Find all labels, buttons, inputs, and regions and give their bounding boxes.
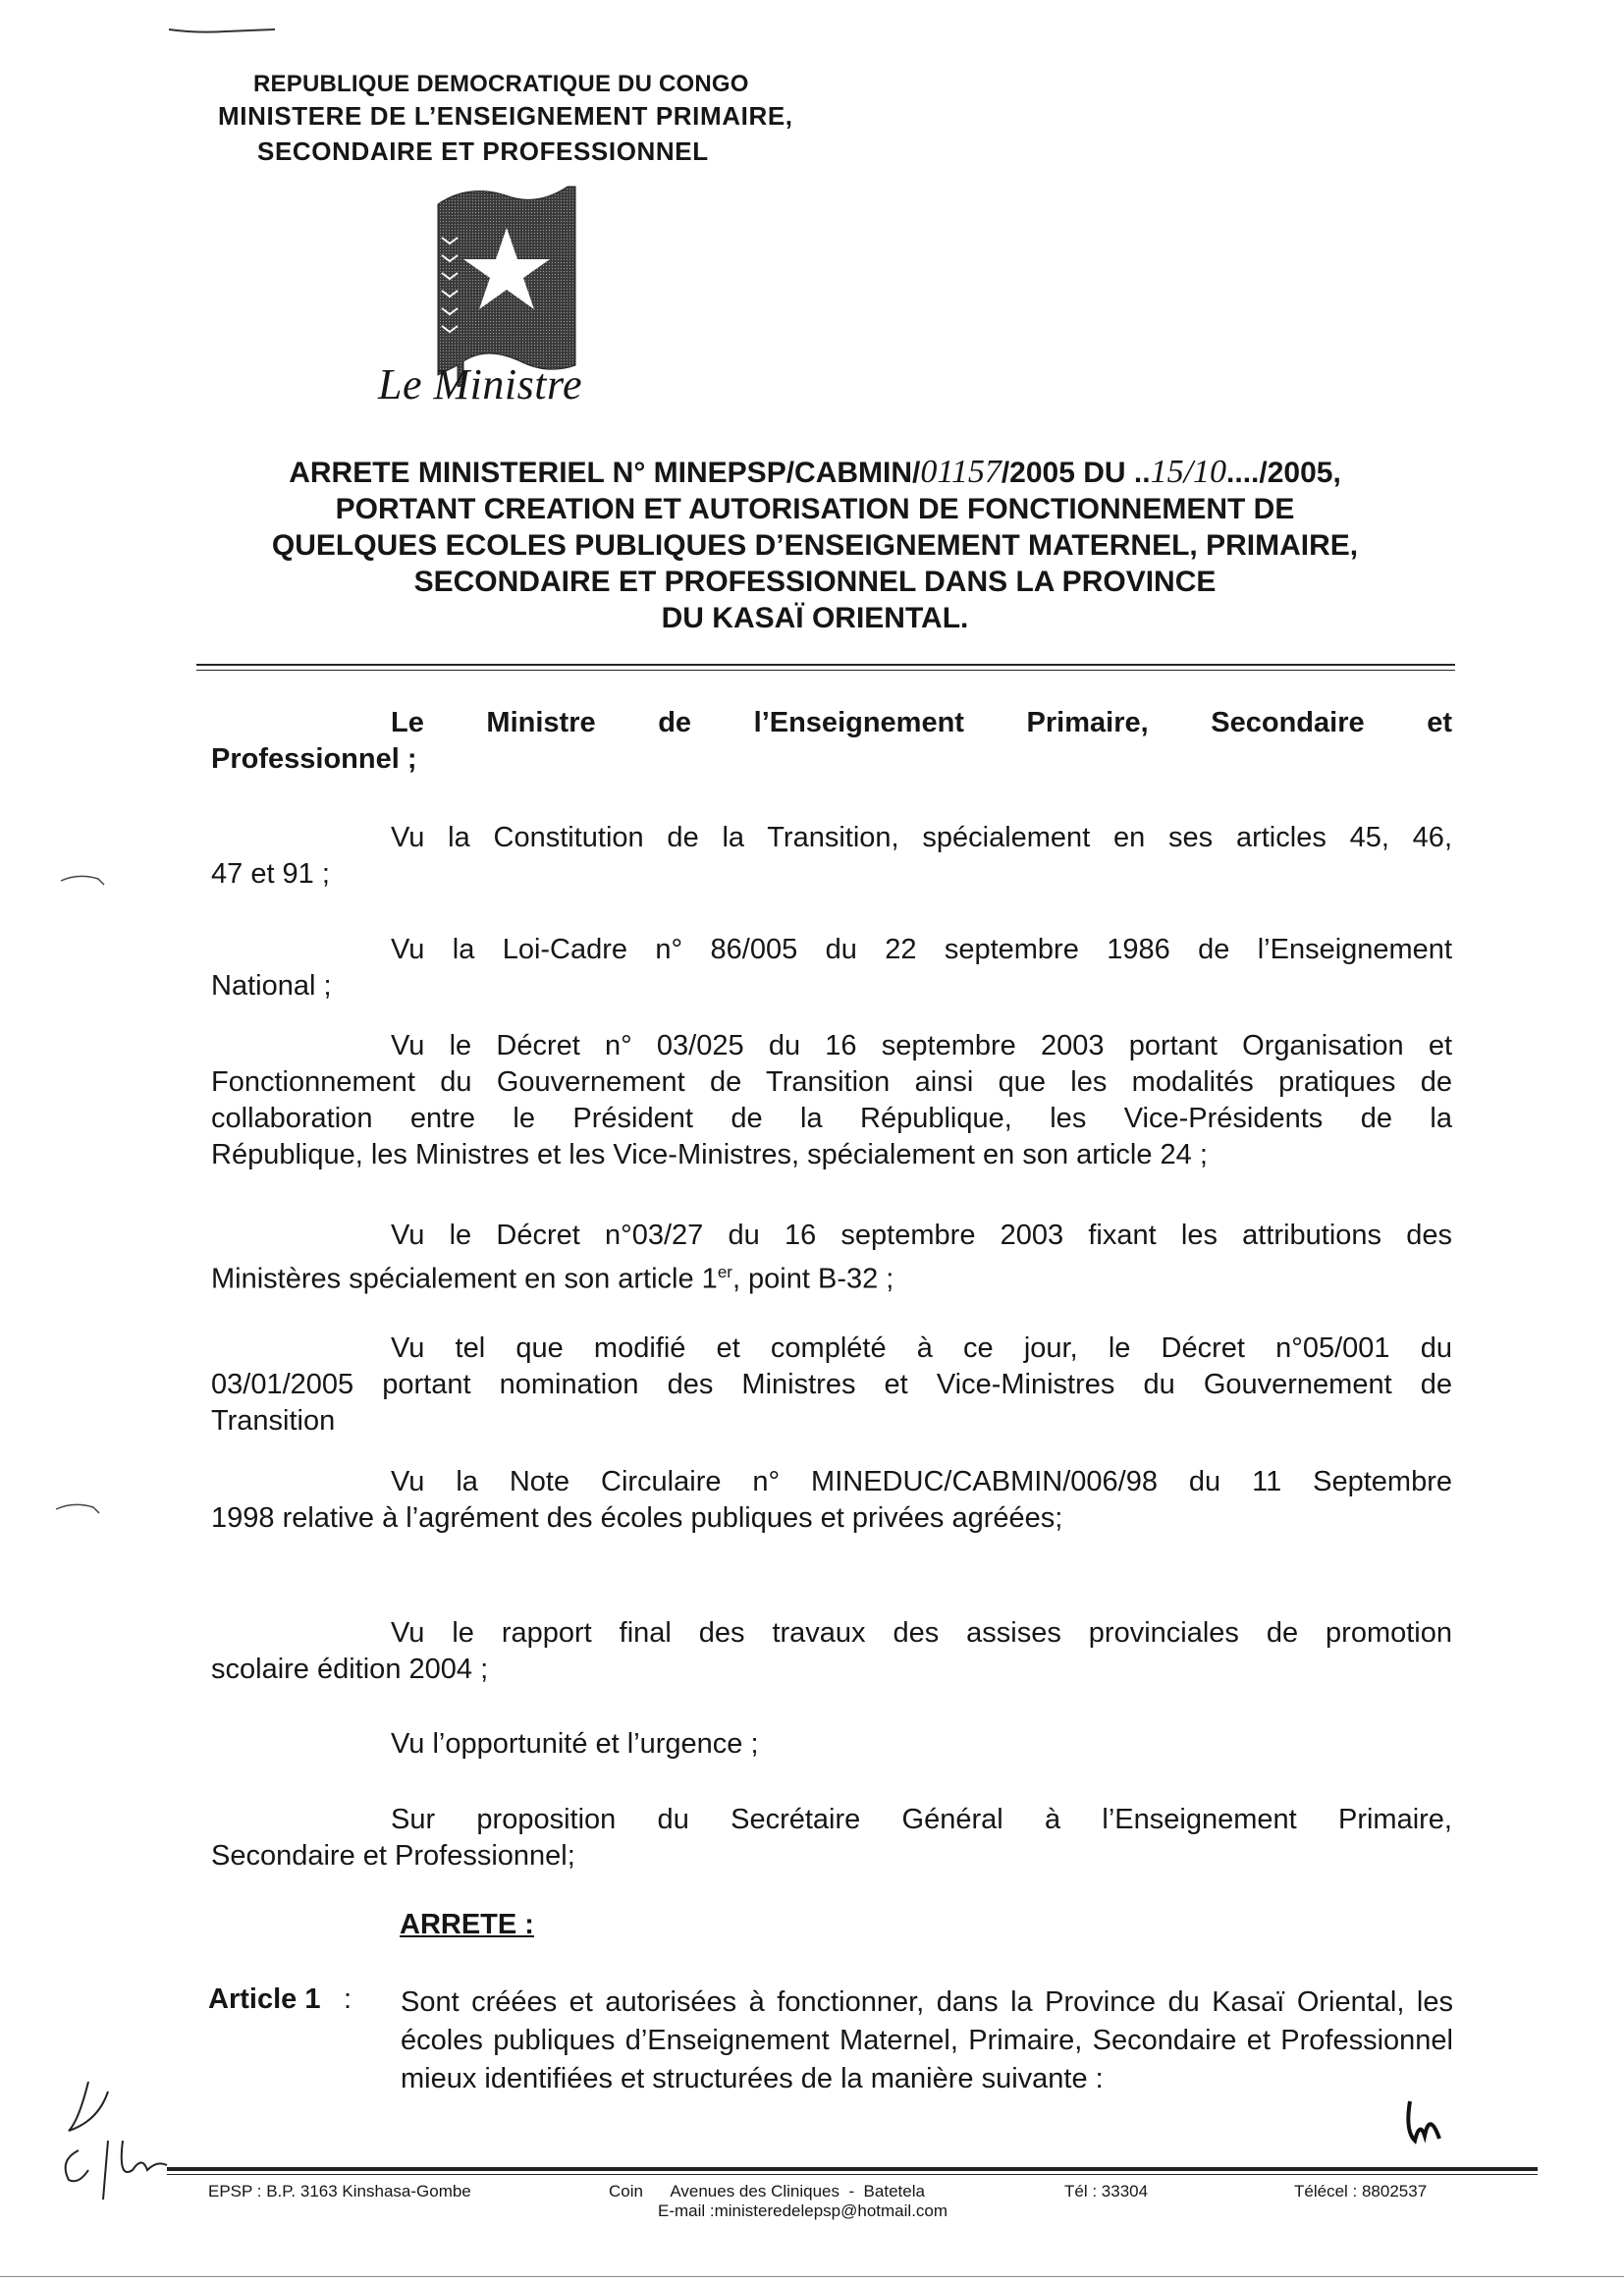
decree-title: [147, 454, 1483, 636]
footer-location: Coin Avenues des Cliniques - Batetela: [609, 2182, 925, 2200]
page-bottom-edge: [0, 2276, 1624, 2277]
minister-title: Le Ministre: [378, 360, 582, 408]
handwritten-date: 15/10: [1150, 454, 1227, 490]
sur-proposition: Sur proposition du Secrétaire Général à l’Enseignement Primaire, Secondaire et Professionnel;: [211, 1804, 1452, 1872]
considerant-decret-05-001: Vu tel que modifié et complété à ce jour, le Décret n°05/001 du 03/01/2005 portant nomination des Ministres et Vice-Ministres du Gouvernement de Transition: [211, 1332, 1452, 1437]
handwritten-paraph-icon: [1400, 2092, 1449, 2150]
article-1-label: Article 1: [208, 1983, 321, 2015]
arrete-heading: ARRETE :: [400, 1909, 534, 1940]
footer-tel: Tél : 33304: [1064, 2182, 1149, 2200]
decree-title-line4: SECONDAIRE ET PROFESSIONNEL DANS LA PROVINCE: [413, 566, 1217, 598]
decree-title-line3: QUELQUES ECOLES PUBLIQUES D’ENSEIGNEMENT MATERNEL, PRIMAIRE,: [271, 529, 1359, 562]
considerant-urgence: Vu l’opportunité et l’urgence ;: [391, 1728, 759, 1760]
title-divider-top: [196, 664, 1455, 666]
margin-tick-icon: [59, 869, 118, 889]
preamble: Le Ministre de l’Enseignement Primaire, Secondaire et Professionnel ;: [211, 707, 1452, 775]
top-scribble-icon: [167, 20, 285, 39]
flag-emblem-icon: [430, 179, 587, 387]
margin-tick-icon: [54, 1497, 113, 1517]
country-name: REPUBLIQUE DEMOCRATIQUE DU CONGO: [253, 71, 749, 97]
considerant-decret-03-27: Vu le Décret n°03/27 du 16 septembre 2003 fixant les attributions des Ministères spécialement en son article 1er, point B-32 ;: [211, 1220, 1452, 1295]
article-1-colon: :: [344, 1983, 352, 2015]
footer-email: E-mail :ministeredelepsp@hotmail.com: [658, 2201, 948, 2220]
decree-title-line1: ARRETE MINISTERIEL N° MINEPSP/CABMIN/01157/2005 DU ..15/10..../2005,: [289, 454, 1341, 490]
footer-address: EPSP : B.P. 3163 Kinshasa-Gombe: [208, 2182, 471, 2200]
article-1-text: Sont créées et autorisées à fonctionner, dans la Province du Kasaï Oriental, les écoles publiques d’Enseignement Maternel, Primaire, Secondaire et Professionnel mieux identifiées et structurées de la manière suivante :: [401, 1986, 1453, 2094]
considerant-loi-cadre: Vu la Loi-Cadre n° 86/005 du 22 septembre 1986 de l’Enseignement National ;: [211, 934, 1452, 1002]
ministry-name-line1: MINISTERE DE L’ENSEIGNEMENT PRIMAIRE,: [218, 101, 793, 131]
footer-rule-thick: [167, 2167, 1538, 2171]
footer-rule-thin: [167, 2174, 1538, 2175]
decree-title-line2: PORTANT CREATION ET AUTORISATION DE FONCTIONNEMENT DE: [335, 493, 1295, 525]
considerant-note-circulaire: Vu la Note Circulaire n° MINEDUC/CABMIN/006/98 du 11 Septembre 1998 relative à l’agrément des écoles publiques et privées agréées;: [211, 1466, 1452, 1534]
considerant-decret-03-025: Vu le Décret n° 03/025 du 16 septembre 2003 portant Organisation et Fonctionnement du Gouvernement de Transition ainsi que les modalités pratiques de collaboration entre le Président de la République, les Vice-Présidents de la République, les Ministres et les Vice-Ministres, spécialement en son article 24 ;: [211, 1030, 1452, 1170]
considerant-rapport-final: Vu le rapport final des travaux des assises provinciales de promotion scolaire édition 2004 ;: [211, 1617, 1452, 1685]
ministry-name-line2: SECONDAIRE ET PROFESSIONNEL: [257, 136, 709, 166]
title-divider-bottom: [196, 670, 1455, 671]
footer-telecel: Télécel : 8802537: [1294, 2182, 1428, 2200]
considerant-constitution: Vu la Constitution de la Transition, spécialement en ses articles 45, 46, 47 et 91 ;: [211, 822, 1452, 890]
decree-title-line5: DU KASAÏ ORIENTAL.: [661, 602, 969, 634]
handwritten-number: 01157: [920, 454, 1001, 490]
handwritten-initials-icon: [49, 2062, 187, 2200]
